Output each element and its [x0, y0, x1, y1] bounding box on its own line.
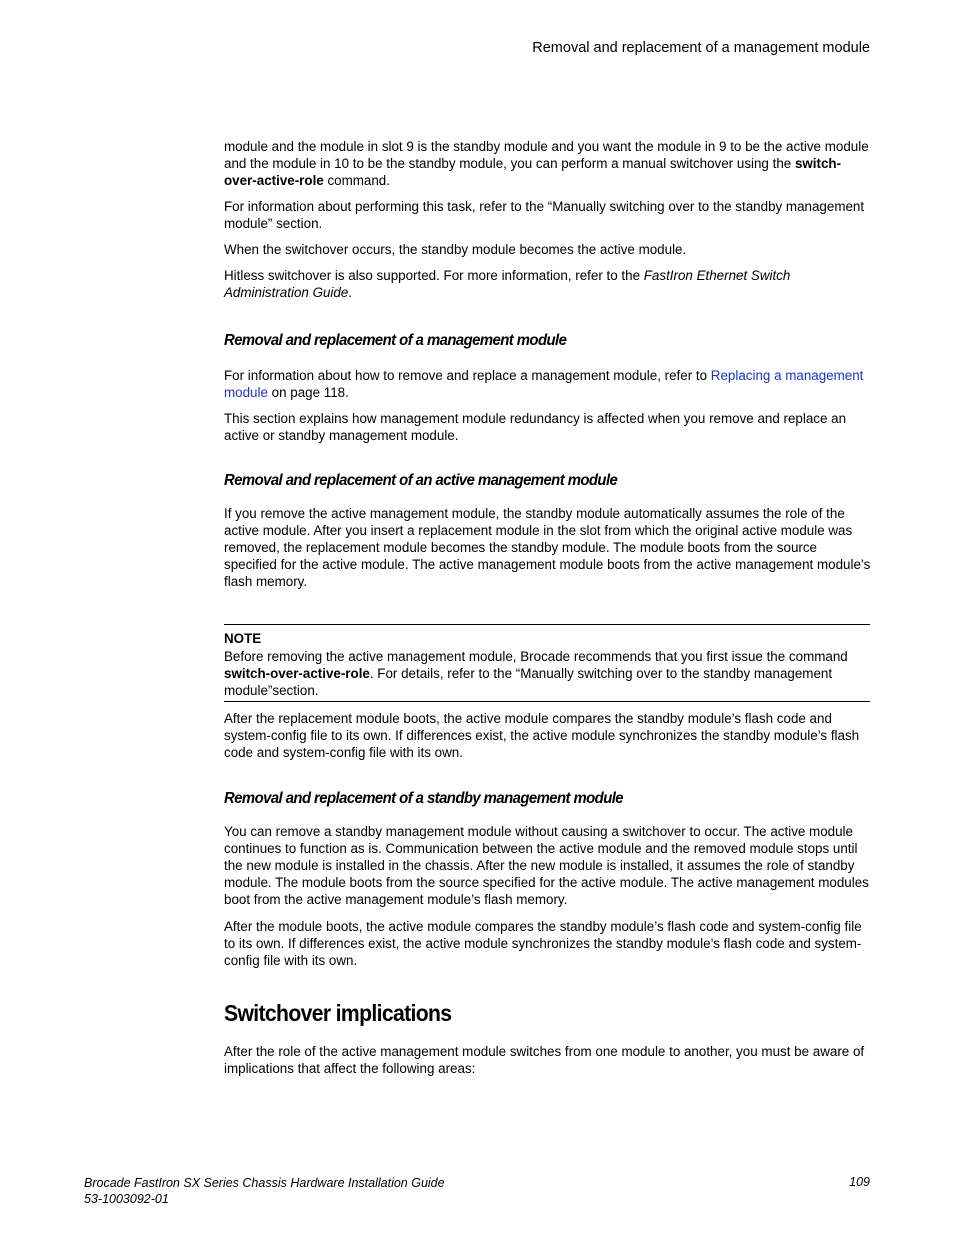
note-command-name: switch-over-active-role: [224, 666, 370, 681]
intro-paragraph-1: module and the module in slot 9 is the standby module and you want the module in 9 to be the active module and the module in 10 to be the standby module, you can perform a manual switchover using the switch-over-active-role command.: [224, 139, 869, 188]
switchover-paragraph-1: After the role of the active management module switches from one module to another, you must be aware of implications that affect the following areas:: [224, 1044, 865, 1076]
removal-paragraph-1: For information about how to remove and replace a management module, refer to Replacing a management module on page 118.: [224, 368, 864, 400]
replacing-module-link[interactable]: Replacing a management module: [224, 368, 864, 400]
footer-doc-number: 53-1003092-01: [84, 1192, 169, 1206]
standby-paragraph-2: After the module boots, the active module compares the standby module’s flash code and system-config file to its own. If differences exist, the active module synchronizes the standby module’s flash code and system-config file with its own.: [224, 919, 862, 968]
footer-doc-info: [84, 1175, 445, 1207]
command-name: switch-over-active-role: [224, 156, 842, 188]
section-heading-active: Removal and replacement of an active management module: [224, 472, 618, 489]
book-title: FastIron Ethernet Switch Administration Guide: [224, 268, 791, 300]
intro-paragraph-3: When the switchover occurs, the standby module becomes the active module.: [224, 242, 687, 257]
intro-paragraph-2: For information about performing this task, refer to the “Manually switching over to the standby management module” section.: [224, 199, 865, 231]
removal-paragraph-2: This section explains how management module redundancy is affected when you remove and replace an active or standby management module.: [224, 411, 847, 443]
running-header: Removal and replacement of a management module: [532, 40, 870, 56]
active-paragraph-2: After the replacement module boots, the active module compares the standby module’s flash code and system-config file to its own. If differences exist, the active module synchronizes the standby module’s flash code and system-config file with its own.: [224, 711, 860, 760]
note-text: Before removing the active management module, Brocade recommends that you first issue the command switch-over-active-role. For details, refer to the “Manually switching over to the standby management module”section.: [224, 649, 848, 698]
section-heading-switchover: Switchover implications: [224, 1000, 452, 1026]
section-heading-removal: Removal and replacement of a management module: [224, 332, 567, 349]
footer-doc-title: Brocade FastIron SX Series Chassis Hardware Installation Guide: [84, 1176, 445, 1190]
note-top-rule: [224, 624, 870, 625]
note-bottom-rule: [224, 701, 870, 702]
section-heading-standby: Removal and replacement of a standby management module: [224, 790, 624, 807]
note-label: NOTE: [224, 631, 262, 646]
intro-paragraph-4: Hitless switchover is also supported. For more information, refer to the FastIron Ethernet Switch Administration Guide.: [224, 268, 791, 300]
footer-page-number: 109: [849, 1175, 870, 1189]
active-paragraph-1: If you remove the active management module, the standby module automatically assumes the role of the active module. After you insert a replacement module in the slot from which the original active module was removed, the replacement module becomes the standby module. The module boots from the source specified for the active module. The active management module boots from the active management module’s flash memory.: [224, 506, 871, 589]
standby-paragraph-1: You can remove a standby management module without causing a switchover to occur. The active module continues to function as is. Communication between the active module and the removed module stops until the new module is installed in the chassis. After the new module is installed, it assumes the role of standby module. The module boots from the source specified for the active module. The active management modules boot from the active management module’s flash memory.: [224, 824, 869, 907]
